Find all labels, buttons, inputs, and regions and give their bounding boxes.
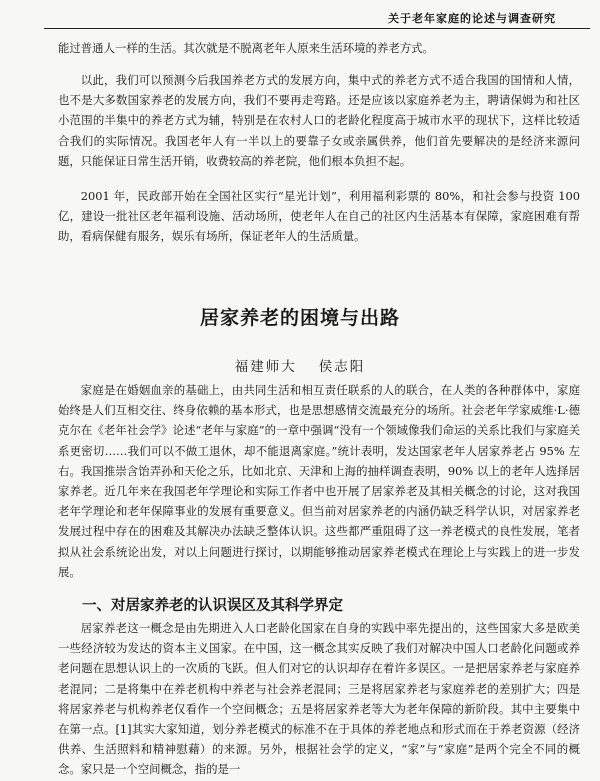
article-byline [0,355,600,375]
author-affiliation: 福建师大 [234,359,297,375]
running-header: 关于老年家庭的论述与调查研究 [388,12,556,25]
author-name: 侯志阳 [318,359,366,375]
section-body: 居家养老这一概念是由先期进入人口老龄化国家在自身的实践中率先提出的，这些国家大多是欧美一些经济较为发达的资本主义国家。在中国，这一概念其实反映了我们对解决中国人口老龄化问题或养老问题在思想认识上的一次质的飞跃。但人们对它的认识却存在着许多误区。一是把居家养老与家庭养老混同；二是将集中在养老机构中养老与社会养老混同；三是将居家养老与家庭养老的差别扩大；四是将居家养老与机构养老仅看作一个空间概念；五是将居家养老等大为老年保障的新阶段。其中主要集中在第一点。[1]其实大家知道，划分养老模式的标准不在于具体的养老地点和形式而在于养老资源（经济供养、生活照料和精神慰藉）的来源。另外，根据社会学的定义，“家”与“家庭”是两个完全不同的概念。家只是一个空间概念，指的是一 [58,621,580,777]
article-title: 居家养老的困境与出路 [199,307,400,329]
para-continuation: 能过普通人一样的生活。其次就是不脱离老年人原来生活环境的养老方式。 [58,41,434,55]
section-heading: 一、对居家养老的认识误区及其科学界定 [82,598,343,614]
para-forecast: 以此，我们可以预测今后我国养老方式的发展方向，集中式的养老方式不适合我国的国情和人情，也不是大多数国家养老的发展方向，我们不要再走弯路。还是应该以家庭养老为主，聘请保姆为和社区小范围的半集中的养老方式为辅，特别是在农村人口的老龄化程度高于城市水平的现状下，这样比较适合我们的实际情况。我国老年人有一半以上的要靠子女或亲属供养，他们首先要解决的是经济来源问题，只能保证日常生活开销，收费较高的养老院，他们根本负担不起。 [58,73,580,168]
article-intro: 家庭是在婚姻血亲的基础上，由共同生活和相互责任联系的人的联合，在人类的各种群体中，家庭始终是人们互相交往、终身依赖的基本形式，也是思想感情交流最充分的场所。社会老年学家威维·L·德克尔在《老年社会学》论述“老年与家庭”的一章中强调“没有一个领域像我们命运的关系比我们与家庭关系更密切……我们可以不做工退休，却不能退离家庭。”统计表明，发达国家老年人居家养老占 95% 左右。我国推崇含饴弄孙和天伦之乐，比如北京、天津和上海的抽样调查表明，90% 以上的老年人选择居家养老。近几年来在我国老年学理论和实际工作者中也开展了居家养老及其相关概念的讨论，这对我国老年学理论和老年保障事业的发展有重要意义。但当前对居家养老的内涵仍缺乏科学认识，对居家养老发展过程中存在的困难及其解决办法缺乏整体认识。这些都严重阻碍了这一养老模式的良性发展，笔者拟从社会系统论出发，对以上问题进行探讨，以期能够推动居家养老模式在理论上与实践上的进一步发展。 [58,383,580,579]
para-starlight-plan: 2001 年，民政部开始在全国社区实行“星光计划”，利用福利彩票的 80%，和社会参与投资 100 亿，建设一批社区老年福利设施、活动场所，使老年人在自己的社区内生活基本有保障，家庭困难有帮助，看病保健有服务，娱乐有场所，保证老年人的生活质量。 [58,189,580,244]
header-rule [44,28,590,29]
